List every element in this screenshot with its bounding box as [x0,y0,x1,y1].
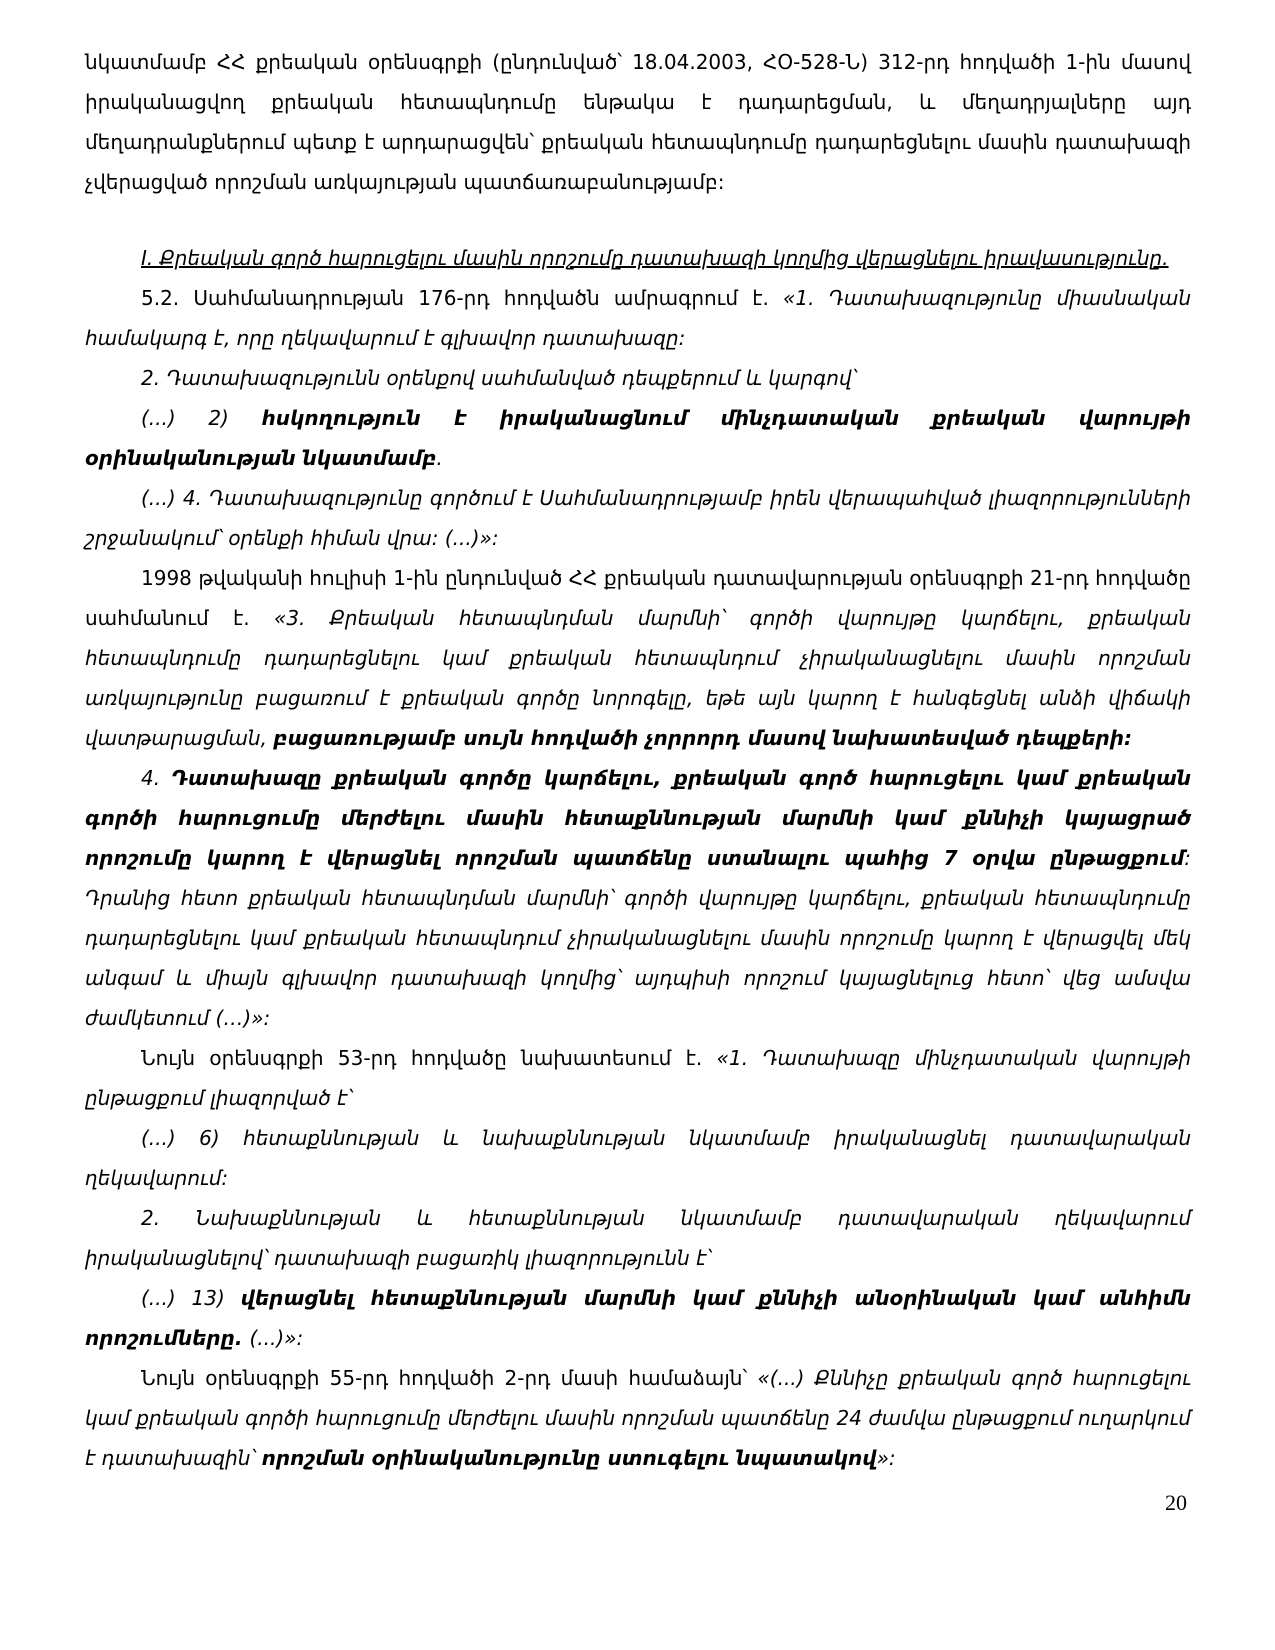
text-run: վերացնել հետաքննության մարմնի կամ քննիչի անօրինական կամ անհիմն որոշումները. [85,1286,1191,1350]
text-run: բացառությամբ սույն հոդվածի չորրորդ մասով նախատեսված դեպքերի: [273,726,1133,750]
text-run: «(...) Քննիչը քրեական գործ հարուցելու կամ քրեական գործի հարուցումը մերժելու մասին որոշման պատճենը 24 ժամվա ընթացքում ուղարկում է դատախազին՝ [85,1366,1191,1470]
text-run: Նույն օրենսգրքի 55-րդ հոդվածի 2-րդ մասի համաձայն՝ [141,1366,758,1390]
text-run: 2. Նախաքննության և հետաքննության նկատմամբ դատավարական ղեկավարում իրականացնելով՝ դատախազի բացառիկ լիազորությունն է՝ [85,1206,1191,1270]
text-run: 2. Դատախազությունն օրենքով սահմանված դեպքերում և կարգով՝ [141,366,857,390]
text-run: (...) 2) [141,406,262,430]
text-run: : Դրանից հետո քրեական հետապնդման մարմնի՝ գործի վարույթը կարճելու, քրեական հետապնդումը դադարեցնելու կամ քրեական հետապնդում չիրականացնելու մասին որոշումը կարող է վերացվել մեկ անգամ և միայն գլխավոր դատախազի կողմից՝ այդպիսի որոշում կայացնելուց հետո՝ վեց ամսվա ժամկետում (…)»: [85,846,1191,1030]
text-run: «3. Քրեական հետապնդման մարմնի՝ գործի վարույթը կարճելու, քրեական հետապնդումը դադարեցնելու կամ քրեական հետապնդում չիրականացնելու մասին որոշման առկայությունը բացառում է քրեական գործը նորոգելը, եթե այն կարող է հանգեցնել անձի վիճակի վատթարացման, [85,606,1191,750]
text-block [85,42,1191,1478]
text-run: որոշման օրինականությունը ստուգելու նպատակով [261,1446,877,1470]
text-run: (...) 4. Դատախազությունը գործում է Սահմանադրությամբ իրեն վերապահված լիազորությունների շրջանակում՝ օրենքի հիման վրա: (...)»: [85,486,1191,550]
paragraph [85,1038,1191,1118]
text-run: (...)»: [249,1326,304,1350]
paragraph [85,1278,1191,1358]
text-run: . [436,446,443,470]
paragraph [85,558,1191,758]
paragraph-continuation [85,42,1191,202]
paragraph [85,398,1191,478]
text-run: «1. Դատախազությունը միասնական համակարգ է, որը ղեկավարում է գլխավոր դատախազը: [85,286,1191,350]
text-run: 5.2. Սահմանադրության 176-րդ հոդվածն ամրագրում է. [141,286,784,310]
page-number: 20 [1165,1490,1187,1515]
text-run: 4. [141,766,172,790]
text-run: (...) 13) [141,1286,241,1310]
paragraph [85,1198,1191,1278]
text-run: «1. Դատախազը մինչդատական վարույթի ընթացքում լիազորված է՝ [85,1046,1191,1110]
text-run: I. Քրեական գործ հարուցելու մասին որոշումը դատախազի կողմից վերացնելու իրավասությունը. [141,246,1169,270]
text-run: 1998 թվականի հուլիսի 1-ին ընդունված ՀՀ քրեական դատավարության օրենսգրքի 21-րդ հոդվածը սահմանում է. [85,566,1191,630]
paragraph [85,1118,1191,1198]
paragraph [85,358,1191,398]
text-run: նկատմամբ ՀՀ քրեական օրենսգրքի (ընդունված՝ 18.04.2003, ՀՕ-528-Ն) 312-րդ հոդվածի 1-ին մասով իրականացվող քրեական հետապնդումը ենթակա է դադարեցման, և մեղադրյալները այդ մեղադրանքներում պետք է արդարացվեն՝ քրեական հետապնդումը դադարեցնելու մասին դատախազի չվերացված որոշման առկայության պատճառաբանությամբ: [85,50,1191,194]
section-heading [85,238,1191,278]
paragraph [85,1358,1191,1478]
paragraph [85,478,1191,558]
text-run: հսկողություն է իրականացնում մինչդատական քրեական վարույթի օրինականության նկատմամբ [85,406,1192,470]
text-run: »: [876,1446,896,1470]
text-run: (...) 6) հետաքննության և նախաքննության նկատմամբ իրականացնել դատավարական ղեկավարում: [85,1126,1191,1190]
text-run: Նույն օրենսգրքի 53-րդ հոդվածը նախատեսում է. [141,1046,717,1070]
text-run: Դատախազը քրեական գործը կարճելու, քրեական գործ հարուցելու կամ քրեական գործի հարուցումը մերժելու մասին հետաքննության մարմնի կամ քննիչի կայացրած որոշումը կարող է վերացնել որոշման պատճենը ստանալու պահից 7 օրվա ընթացքում [85,766,1191,870]
paragraph [85,278,1191,358]
paragraph [85,758,1191,1038]
